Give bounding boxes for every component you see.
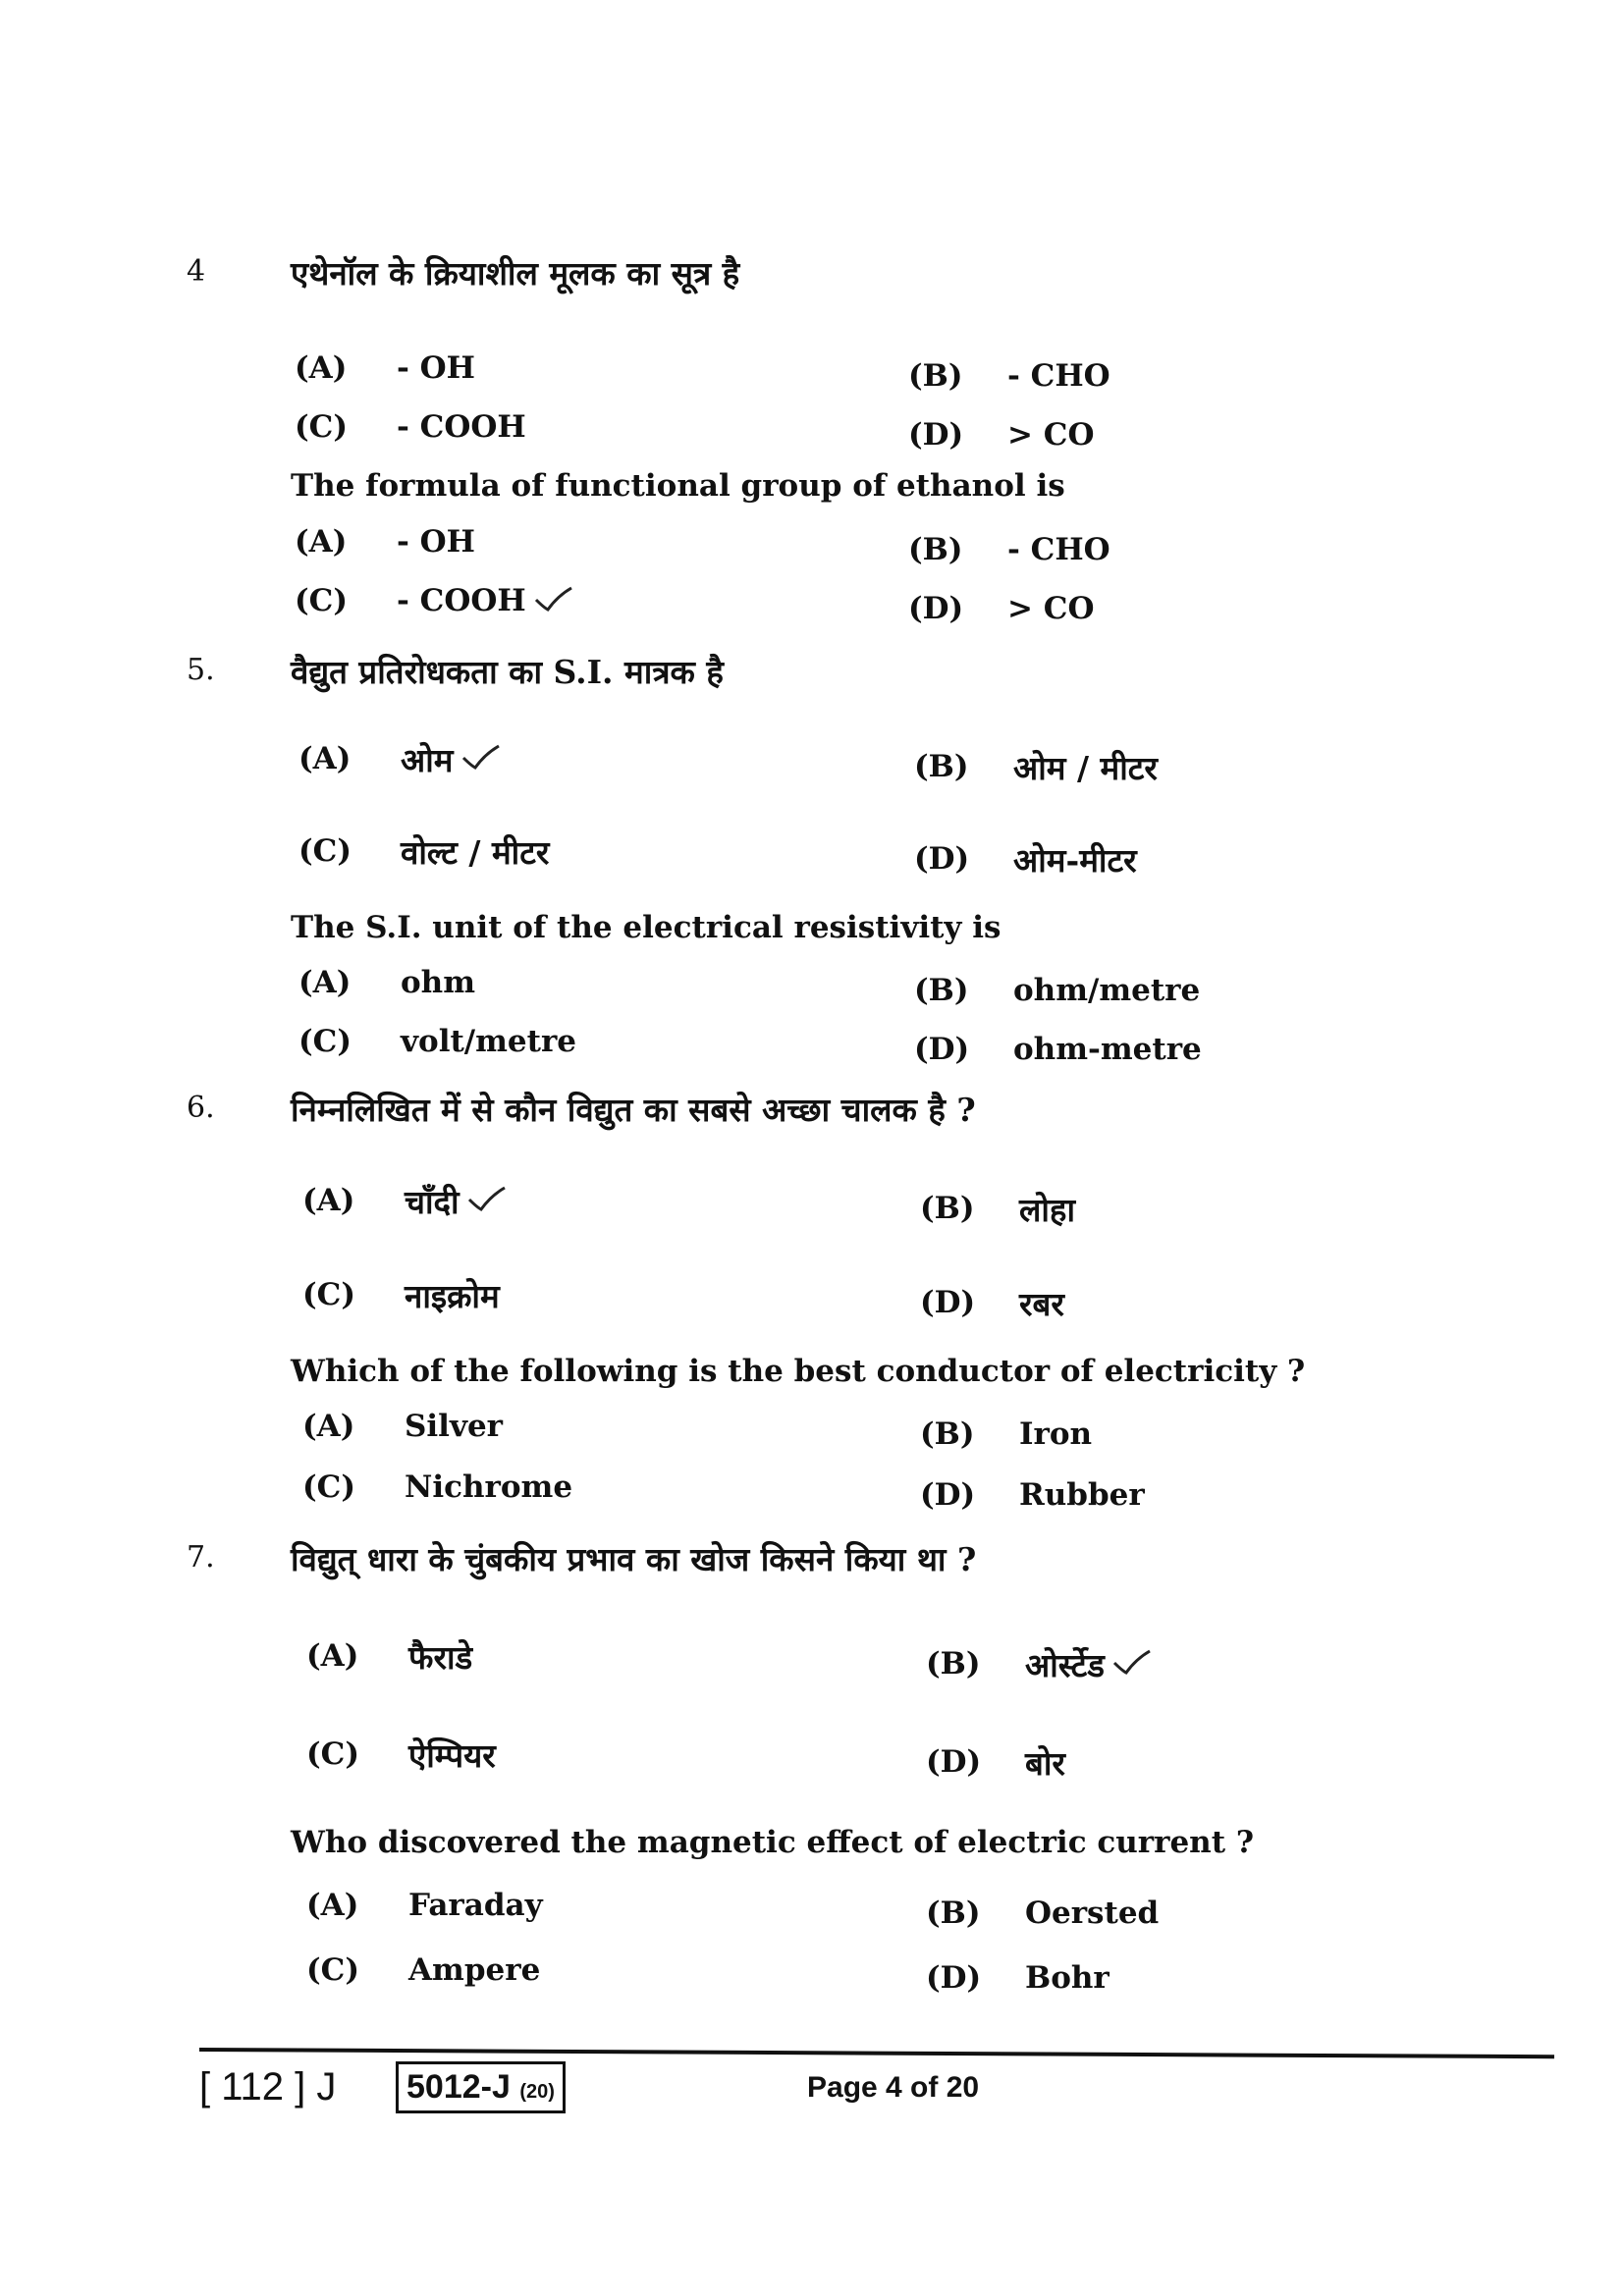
question-5-english-option-label: (C) [298,1024,352,1059]
question-5-hindi-option-label: (C) [298,833,352,869]
question-6-hindi-option-text: नाइक्रोम [405,1277,500,1315]
question-5-hindi-option-text: ओम / मीटर [1013,749,1158,787]
question-6-english-option-text: Iron [1019,1416,1093,1452]
question-5-hindi-option-label: (D) [914,841,970,877]
question-4-hindi-option-text: - COOH [397,409,526,445]
footer-set: [ 112 ] J [199,2065,337,2109]
question-7-hindi-option-text: ऐम्पियर [408,1736,496,1775]
question-4-hindi-option-text: > CO [1007,417,1095,453]
question-4-hindi-option-label: (D) [908,417,964,453]
question-4-hindi-option-text: - CHO [1007,358,1110,394]
question-7-hindi-option-label: (B) [926,1646,981,1682]
question-6-hindi-option-text: रबर [1019,1285,1064,1323]
question-4-number: 4 [187,254,206,289]
question-5-hindi-option-label: (A) [298,741,352,776]
question-6-english-option-text: Nichrome [405,1469,573,1505]
question-5-english-option-label: (D) [914,1032,970,1067]
question-7-hindi-option-label: (C) [306,1736,360,1772]
question-6-hindi-text: निम्नलिखित में से कौन विद्युत का सबसे अच्छा चालक है ? [291,1091,976,1129]
question-4-english-option-text: - OH [397,524,475,560]
question-6-english-option-label: (D) [920,1477,976,1513]
question-4-hindi-option-label: (C) [295,409,349,445]
footer-divider [199,2048,1554,2058]
question-4-hindi-option-label: (B) [908,358,963,394]
question-6-english-option-label: (B) [920,1416,975,1452]
question-4-english-option-label: (B) [908,532,963,567]
question-6-hindi-option-label: (A) [302,1183,355,1218]
question-5-english-option-text: ohm [401,965,476,1000]
question-7-hindi-option-label: (D) [926,1744,982,1780]
paper-code-box [396,2061,566,2113]
question-7-number: 7. [187,1540,215,1575]
question-6-hindi-option-text: लोहा [1019,1191,1075,1229]
question-5-hindi-option-text: वोल्ट / मीटर [401,833,550,872]
question-5-hindi-option-text: ओम [401,741,454,779]
question-4-english-option-text: - COOH [397,583,526,618]
question-7-hindi-option-label: (A) [306,1638,359,1674]
question-7-english-option-text: Oersted [1025,1896,1160,1931]
question-7-english-option-label: (D) [926,1960,982,1996]
question-7-english-option-label: (A) [306,1888,359,1923]
paper-code: 5012-J [406,2068,511,2106]
question-4-hindi-text: एथेनॉल के क्रियाशील मूलक का सूत्र है [291,254,740,293]
paper-code-pages: (20) [519,2081,555,2103]
question-7-english-option-label: (C) [306,1952,360,1988]
question-5-english-option-text: ohm-metre [1013,1032,1202,1067]
question-4-english-option-label: (D) [908,591,964,626]
checkmark-icon [534,586,573,612]
question-6-hindi-option-label: (B) [920,1191,975,1226]
question-7-english-option-text: Ampere [408,1952,541,1988]
question-6-number: 6. [187,1091,215,1125]
question-4-hindi-option-text: - OH [397,350,475,386]
question-7-english-option-text: Faraday [408,1888,543,1923]
question-7-hindi-option-text: फैराडे [408,1638,473,1677]
question-7-hindi-text: विद्युत् धारा के चुंबकीय प्रभाव का खोज किसने किया था ? [291,1540,977,1578]
question-4-english-option-label: (C) [295,583,349,618]
question-7-english-option-text: Bohr [1025,1960,1110,1996]
question-4-english-text: The formula of functional group of ethanol is [291,468,1065,504]
question-6-english-option-label: (A) [302,1409,355,1444]
question-4-english-option-label: (A) [295,524,348,560]
question-5-hindi-option-text: ओम-मीटर [1013,841,1137,880]
checkmark-icon [461,744,501,770]
question-7-english-text: Who discovered the magnetic effect of electric current ? [291,1825,1254,1860]
question-6-english-option-label: (C) [302,1469,356,1505]
question-6-english-option-text: Silver [405,1409,504,1444]
question-6-hindi-option-label: (C) [302,1277,356,1312]
question-4-english-option-text: - CHO [1007,532,1110,567]
question-6-english-text: Which of the following is the best conductor of electricity ? [291,1354,1306,1389]
page-number: Page 4 of 20 [807,2071,980,2104]
question-6-english-option-text: Rubber [1019,1477,1145,1513]
question-7-hindi-option-text: ओर्स्टेड [1025,1646,1105,1684]
question-5-hindi-option-label: (B) [914,749,969,784]
checkmark-icon [1112,1649,1152,1675]
question-5-english-option-text: volt/metre [401,1024,577,1059]
question-4-hindi-option-label: (A) [295,350,348,386]
question-5-english-text: The S.I. unit of the electrical resistivity is [291,910,1001,945]
question-4-english-option-text: > CO [1007,591,1095,626]
question-5-hindi-text: वैद्युत प्रतिरोधकता का S.I. मात्रक है [291,653,724,691]
question-6-hindi-option-text: चाँदी [405,1183,460,1221]
question-5-english-option-text: ohm/metre [1013,973,1201,1008]
question-6-hindi-option-label: (D) [920,1285,976,1320]
checkmark-icon [467,1186,507,1211]
question-5-english-option-label: (A) [298,965,352,1000]
question-7-hindi-option-text: बोर [1025,1744,1065,1783]
question-7-english-option-label: (B) [926,1896,981,1931]
question-5-number: 5. [187,653,215,687]
question-5-english-option-label: (B) [914,973,969,1008]
